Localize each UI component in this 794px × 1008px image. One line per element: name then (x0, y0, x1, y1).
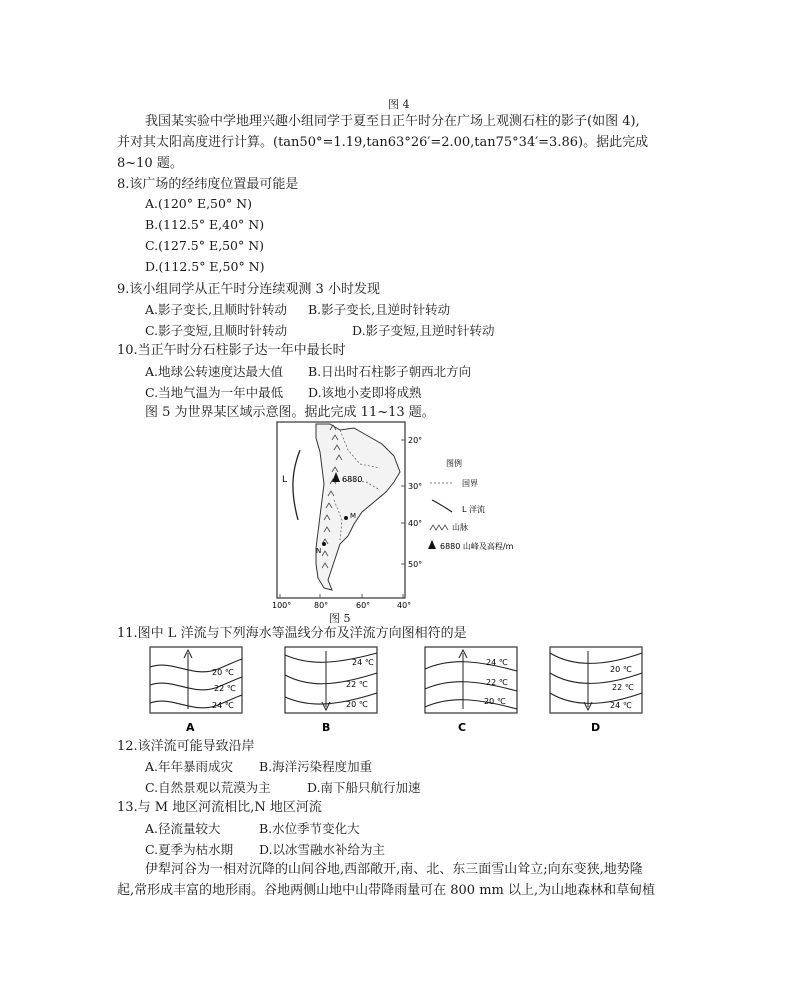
panel-c-label-2: 22 ℃ (486, 678, 508, 687)
question-10-option-c: C.当地气温为一年中最低 (145, 385, 284, 400)
land-mass (316, 424, 400, 590)
panel-d-isotherm-1 (550, 653, 642, 664)
ocean-current-l (293, 450, 300, 520)
lon-label-100: 100° (272, 601, 292, 610)
panel-d-label-3: 24 ℃ (610, 701, 632, 710)
question-9-option-b: B.影子变长,且逆时针转动 (308, 302, 451, 317)
passage-line2: 起,常形成丰富的地形雨。谷地两侧山地中山带降雨量可在 800 mm 以上,为山地森林和草甸植 (117, 883, 656, 898)
panel-c-letter: C (458, 721, 467, 734)
question-12-option-c: C.自然景观以荒漠为主 (145, 780, 271, 795)
intro-8-10-line1: 我国某实验中学地理兴趣小组同学于夏至日正午时分在广场上观测石柱的影子(如图 4), (145, 114, 640, 129)
intro-8-10-line2: 并对其太阳高度进行计算。(tan50°=1.19,tan63°26′=2.00,tan75°34′=3.86)。据此完成 (117, 135, 649, 150)
question-13-option-d: D.以冰雪融水补给为主 (259, 842, 386, 857)
lon-label-80: 80° (314, 601, 329, 610)
panel-d-label-1: 20 ℃ (610, 665, 632, 674)
isotherm-panels (148, 645, 648, 735)
legend-mountain-label: 山脉 (452, 523, 468, 532)
question-8-option-b: B.(112.5° E,40° N) (145, 217, 265, 232)
isotherm-panel-b (285, 647, 377, 734)
question-10-option-d: D.该地小麦即将成熟 (308, 385, 422, 400)
panel-a-label-1: 20 ℃ (212, 668, 234, 677)
question-9-option-d: D.影子变短,且逆时针转动 (352, 323, 495, 338)
question-13-option-b: B.水位季节变化大 (259, 821, 360, 836)
legend-title: 图例 (446, 459, 462, 468)
panel-a-label-2: 22 ℃ (214, 684, 236, 693)
legend-border-label: 国界 (462, 479, 478, 488)
question-11-stem: 11.图中 L 洋流与下列海水等温线分布及洋流方向图相符的是 (117, 626, 467, 641)
legend-peak-label: 6880 山峰及高程/m (440, 542, 514, 551)
figure-4-caption: 图 4 (388, 98, 410, 111)
question-9-stem: 9.该小组同学从正午时分连续观测 3 小时发现 (117, 282, 380, 297)
legend-mountain-symbol (430, 525, 448, 530)
question-12-option-b: B.海洋污染程度加重 (259, 759, 373, 774)
intro-8-10-line3: 8~10 题。 (117, 156, 183, 171)
legend-peak-symbol (428, 540, 436, 549)
lat-label-40: 40° (408, 519, 423, 528)
question-8-stem: 8.该广场的经纬度位置最可能是 (117, 177, 299, 192)
figure-5-map (270, 420, 560, 620)
panel-b-label-1: 24 ℃ (352, 658, 374, 667)
lat-label-20: 20° (408, 436, 423, 445)
panel-c-label-1: 24 ℃ (486, 658, 508, 667)
point-m-label: M (350, 512, 357, 520)
panel-a-label-3: 24 ℃ (212, 701, 234, 710)
figure-5-caption: 图 5 (329, 612, 351, 625)
lon-label-40: 40° (397, 601, 412, 610)
question-13-option-a: A.径流量较大 (145, 821, 221, 836)
panel-b-label-2: 22 ℃ (346, 680, 368, 689)
question-12-option-d: D.南下船只航行加速 (307, 780, 421, 795)
question-10-stem: 10.当正午时分石柱影子达一年中最长时 (117, 343, 346, 358)
question-13-option-c: C.夏季为枯水期 (145, 842, 234, 857)
question-8-option-a: A.(120° E,50° N) (145, 196, 253, 211)
point-n (322, 542, 326, 546)
question-13-stem: 13.与 M 地区河流相比,N 地区河流 (117, 800, 322, 815)
panel-d-isotherm-2 (550, 673, 642, 684)
lat-label-30: 30° (408, 482, 423, 491)
question-12-option-a: A.年年暴雨成灾 (145, 759, 234, 774)
isotherm-panel-d (550, 647, 642, 734)
passage-line1: 伊犁河谷为一相对沉降的山间谷地,西部敞开,南、北、东三面雪山耸立;向东变狭,地势隆 (145, 862, 643, 877)
point-m (344, 516, 348, 520)
question-9-option-c: C.影子变短,且顺时针转动 (145, 323, 288, 338)
panel-b-letter: B (322, 721, 331, 734)
peak-elevation-label: 6880 (342, 475, 363, 484)
legend-current-symbol (432, 500, 452, 512)
question-8-option-d: D.(112.5° E,50° N) (145, 259, 265, 274)
panel-d-label-2: 22 ℃ (612, 683, 634, 692)
question-8-option-c: C.(127.5° E,50° N) (145, 238, 265, 253)
latitude-ticks (401, 440, 405, 564)
isotherm-panel-a (150, 647, 242, 734)
lat-label-50: 50° (408, 560, 423, 569)
point-n-label: N (316, 547, 322, 555)
question-9-option-a: A.影子变长,且顺时针转动 (145, 302, 287, 317)
panel-b-label-3: 20 ℃ (346, 700, 368, 709)
question-12-stem: 12.该洋流可能导致沿岸 (117, 739, 255, 754)
panel-a-letter: A (186, 721, 195, 734)
map-legend (428, 458, 514, 551)
question-10-option-a: A.地球公转速度达最大值 (145, 364, 284, 379)
isotherm-panel-c (425, 647, 517, 734)
intro-11-13: 图 5 为世界某区域示意图。据此完成 11~13 题。 (145, 405, 435, 420)
panel-c-label-3: 20 ℃ (484, 697, 506, 706)
question-10-option-b: B.日出时石柱影子朝西北方向 (308, 364, 472, 379)
legend-current-label: L 洋流 (462, 505, 485, 514)
panel-d-letter: D (591, 721, 601, 734)
lon-label-60: 60° (356, 601, 371, 610)
current-label: L (282, 475, 288, 485)
